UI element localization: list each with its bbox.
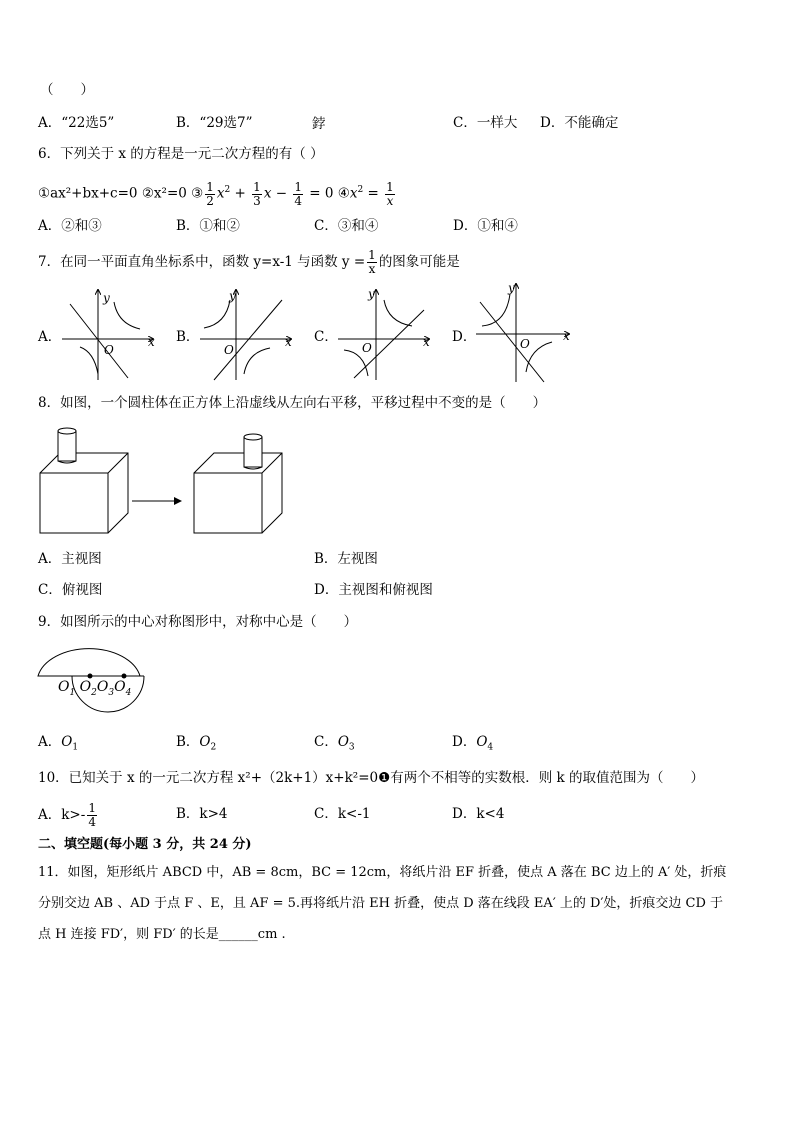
svg-text:O: O (224, 343, 234, 357)
q8-option-b: B．左视图 (314, 551, 378, 567)
q7-label-b: B． (176, 329, 200, 345)
q5-paren: （ ） (40, 82, 94, 98)
q11-line-1: 11．如图，矩形纸片 ABCD 中，AB = 8cm，BC = 12cm，将纸片沿 EF 折叠，使点 A 落在 BC 边上的 A′ 处，折痕 (38, 865, 727, 880)
q6-equations: ①ax²+bx+c=0 ②x²=0 ③ $\frac{1}{2}$ $x^2$ + $\frac{1}{3}$ x − $\frac{1}{4}$ = 0 $④x^2$ = $\frac{1}{x}$ (38, 179, 394, 208)
svg-text:O: O (362, 341, 372, 355)
q9-stem: 9．如图所示的中心对称图形中，对称中心是（ ） (38, 614, 358, 630)
svg-text:x: x (285, 335, 292, 349)
q8-option-a: A．主视图 (38, 551, 102, 567)
q7-graph-c (334, 284, 434, 384)
q6-option-b: B．①和② (176, 218, 240, 234)
q8-stem: 8．如图，一个圆柱体在正方体上沿虚线从左向右平移，平移过程中不变的是（ ） (38, 395, 547, 411)
q11-line-2: 分别交边 AB 、AD 于点 F 、E，且 AF = 5.再将纸片沿 EH 折叠，使点 D 落在线段 EA′ 上的 D′处，折痕交边 CD 于 (38, 896, 724, 911)
q7-graph-b (196, 284, 296, 384)
q9-option-d: D．$O_4$ (452, 734, 494, 753)
q5-option-a: A．“22选5” (38, 115, 115, 131)
q9-option-c: C．$O_3$ (314, 734, 355, 753)
q7-stem (38, 248, 460, 276)
q7-label-c: C． (314, 329, 338, 345)
q6-eq2: ②x²=0 (141, 185, 187, 202)
svg-text:x: x (423, 335, 430, 349)
q5-option-c: C．一样大 (453, 115, 518, 131)
svg-text:y: y (508, 281, 515, 295)
q6-eq1: ①ax²+bx+c=0 (38, 185, 138, 202)
q7-label-a: A． (38, 329, 62, 345)
q7-graph-a (58, 284, 158, 384)
q10-option-d: D．k<4 (452, 806, 505, 822)
q8-figure (36, 425, 366, 537)
q6-eq4-marker: ④ (337, 185, 350, 202)
svg-text:x: x (563, 329, 570, 343)
svg-text:O: O (520, 337, 530, 351)
q11-line-3: 点 H 连接 FD′，则 FD′ 的长是______cm . (38, 927, 286, 942)
svg-text:y: y (229, 289, 236, 303)
q9-option-b: B．$O_2$ (176, 734, 217, 753)
q7-frac-den: x (368, 262, 376, 276)
q10-option-c: C．k<-1 (314, 806, 371, 822)
q8-option-d: D．主视图和俯视图 (314, 582, 433, 598)
q6-option-a: A．②和③ (38, 218, 102, 234)
q7-label-d: D． (452, 329, 477, 345)
q7-stem-pre: 7．在同一平面直角坐标系中，函数 y=x-1 与函数 y = (38, 254, 366, 270)
q5-option-b: B．“29选7” (176, 115, 253, 131)
section-2-heading: 二、填空题(每小题 3 分，共 24 分) (38, 837, 252, 852)
q5-option-d: D．不能确定 (540, 115, 619, 131)
origin-label: O (104, 343, 114, 357)
q6-option-c: C．③和④ (314, 218, 379, 234)
q9-option-a: A．$O_1$ (38, 734, 79, 753)
q6-eq3-marker: ③ (191, 185, 204, 202)
q6-stem: 6．下列关于 x 的方程是一元二次方程的有（ ） (38, 146, 324, 162)
q8-option-c: C．俯视图 (38, 582, 103, 598)
q5-stray-char: 鋍 (312, 116, 326, 132)
axis-x-label: x (148, 335, 155, 349)
q7-frac-num: 1 (368, 248, 376, 263)
q6-option-d: D．①和④ (453, 218, 518, 234)
axis-y-label: y (103, 291, 110, 305)
q9-figure (34, 640, 150, 718)
q10-option-b: B．k>4 (176, 806, 228, 822)
svg-text:y: y (368, 287, 375, 301)
q10-stem: 10．已知关于 x 的一元二次方程 x²+（2k+1）x+k²=0❶有两个不相等的实数根．则 k 的取值范围为（ ） (38, 770, 704, 786)
q10-option-a: A．k>- $\frac{1}{4}$ (38, 801, 96, 829)
q7-stem-post: 的图象可能是 (378, 254, 460, 270)
q7-graph-d (472, 280, 576, 386)
q9-fig-labels: $O_1$ $O_2O_3O_4$ (58, 679, 132, 698)
